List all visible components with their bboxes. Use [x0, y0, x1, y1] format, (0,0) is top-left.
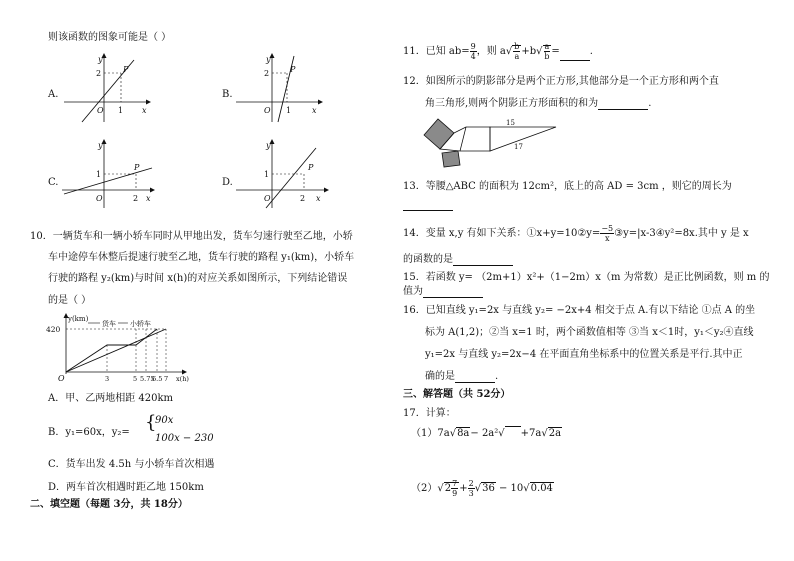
q15-line-2: [403, 285, 483, 298]
section-3-heading: 三、解答题（共 52分）: [403, 389, 511, 400]
q13-line-1: 13．等腰△ABC 的面积为 12cm²，底上的高 AD = 3cm ，则它的周长为: [403, 181, 732, 192]
q9-option-d[interactable]: D.: [222, 177, 233, 188]
q9-option-c[interactable]: C.: [48, 177, 59, 188]
q10-chart-tick-5: 5: [133, 375, 138, 383]
q17-1-radical-2: [505, 426, 521, 440]
q9a-p-label: P: [123, 65, 129, 74]
q9b-p-label: P: [290, 65, 296, 74]
q11-prefix: 11．已知 ab=: [403, 46, 470, 57]
q11: 11．已知 ab= $\frac{9}{4}$ ，则 a√ $\frac{b}{a}$ +b√ $\frac{a}{b}$ = .: [403, 42, 593, 61]
q11-mid-1: ，则 a: [476, 46, 506, 57]
q9a-origin: O: [97, 106, 104, 115]
q9-graph-b: [236, 52, 326, 124]
q11-answer-blank[interactable]: [560, 60, 590, 61]
q14-suffix: ③y=|x-3④y²=8x.其中 y 是 x: [614, 228, 749, 239]
q9a-x-label: x: [142, 106, 147, 115]
q16-line-3: y₁=2x 与直线 y₂=2x−4 在平面直角坐标系中的位置关系是平行.其中正: [425, 349, 743, 360]
q10-b-case-2: 100x − 230: [155, 433, 214, 444]
section-2-heading: 二、填空题（每题 3分，共 18分）: [30, 499, 188, 510]
q14-line-2-text: 的函数的是: [403, 254, 453, 265]
q14-fraction: $\frac{-5}{x}$: [601, 224, 614, 243]
q9a-tick-2: 2: [96, 69, 102, 78]
q10-chart-legend-car: 小轿车: [130, 320, 151, 328]
q9d-x-label: x: [316, 194, 321, 203]
q9c-y-label: y: [98, 141, 103, 150]
q10-line-4: 的是（ ）: [48, 295, 92, 306]
q10-line-1: 10．一辆货车和一辆小轿车同时从甲地出发，货车匀速行驶至乙地，小轿: [30, 231, 353, 242]
q14-answer-blank[interactable]: [453, 265, 513, 266]
q10-chart-tick-65: 6.5: [152, 375, 163, 383]
q9-graph-a: [64, 52, 154, 124]
q11-fraction: $\frac{9}{4}$: [470, 42, 476, 61]
q14: [403, 224, 749, 243]
q12-line-2: 角三角形,则两个阴影正方形面积的和为 .: [425, 98, 652, 109]
q10-chart-ylabel: y(km): [68, 315, 89, 323]
q16-answer-blank[interactable]: [455, 382, 495, 383]
q10-chart-tick-575: 5.75: [140, 375, 155, 383]
q13-answer-blank[interactable]: [403, 198, 453, 211]
q12-line-1: 12．如图所示的阴影部分是两个正方形,其他部分是一个正方形和两个直: [403, 76, 719, 87]
q10-b-case-1: 90x: [155, 415, 174, 426]
q9d-p-label: P: [308, 163, 314, 172]
q17-part-1: （1）7a√8a− 2a²√ +7a√2a: [411, 428, 562, 439]
q17-heading: 17．计算：: [403, 408, 456, 419]
q9b-y-label: y: [266, 55, 271, 64]
q12-answer-blank[interactable]: [598, 109, 648, 110]
q9-graph-c: [62, 138, 162, 210]
q9c-origin: O: [96, 194, 103, 203]
q17-2-radical-2: 36: [482, 483, 495, 494]
q9c-p-label: P: [134, 163, 140, 172]
q10-chart-legend-truck: 货车: [102, 320, 116, 328]
q9c-tick-2: 2: [133, 194, 139, 203]
q11-suffix: =: [551, 46, 560, 57]
q16-line-4: 确的是 .: [425, 371, 499, 382]
q10-chart: [44, 312, 194, 384]
q9-option-b[interactable]: B.: [222, 89, 233, 100]
q16-line-2: 标为 A(1,2)；②当 x=1 时，两个函数值相等 ③当 x＜1时，y₁＜y₂④直线: [425, 327, 754, 338]
q14-text: 14．变量 x,y 有如下关系：①x+y=10②y=: [403, 228, 601, 239]
q15-line-1: 15．若函数 y= （2m+1）x²+（1−2m）x（m 为常数）是正比例函数，则 m 的: [403, 272, 770, 283]
q14-line-2: [403, 253, 513, 266]
q9-stem: 则该函数的图象可能是（ ）: [48, 32, 172, 43]
q9b-x-label: x: [312, 106, 317, 115]
q9-option-a[interactable]: A.: [48, 89, 59, 100]
q9d-y-label: y: [266, 141, 271, 150]
q9d-tick-1: 1: [264, 170, 270, 179]
q10-option-a[interactable]: A．甲、乙两地相距 420km: [48, 393, 174, 404]
q10-chart-tick-7: 7: [164, 375, 169, 383]
q9d-tick-2: 2: [300, 194, 306, 203]
q12-figure: [420, 113, 560, 173]
q10-brace: {: [145, 412, 157, 433]
q12-label-15: 15: [506, 119, 515, 127]
q10-chart-tick-3: 3: [105, 375, 110, 383]
q9c-x-label: x: [146, 194, 151, 203]
q11-radical-1: $\frac{b}{a}$: [514, 42, 520, 61]
q9a-y-label: y: [98, 55, 103, 64]
q11-radical-2: $\frac{a}{b}$: [544, 42, 550, 61]
q10-line-2: 车中途停车休整后提速行驶至乙地，货车行驶的路程 y₁(km)，小轿车: [48, 252, 355, 263]
q10-option-c[interactable]: C．货车出发 4.5h 与小轿车首次相遇: [48, 459, 215, 470]
q10-option-b[interactable]: [48, 426, 130, 439]
q17-1-radical-1: 8a: [457, 428, 470, 439]
q15-line-2-text: 值为: [403, 286, 423, 297]
q17-2-radical-3: 0.04: [530, 483, 553, 494]
q10-line-3: 行驶的路程 y₂(km)与时间 x(h)的对应关系如图所示，下列结论错误: [48, 273, 348, 284]
q15-answer-blank[interactable]: [423, 297, 483, 298]
q16-line-1: 16．已知直线 y₁=2x 与直线 y₂= −2x+4 相交于点 A.有以下结论 ①点 A 的坐: [403, 305, 756, 316]
q11-mid-2: +b: [521, 46, 537, 57]
q17-1-radical-3: 2a: [548, 428, 562, 439]
q17-part-2: （2）√2 $\frac{7}{9}$ + $\frac{2}{3}$ √36 − 10√0.04: [411, 479, 553, 498]
q10-option-d[interactable]: D．两车首次相遇时距乙地 150km: [48, 482, 204, 493]
q9-graph-d: [236, 138, 336, 210]
q16-line-4-text: 确的是: [425, 371, 455, 382]
q10-chart-xlabel: x(h): [176, 375, 189, 383]
q9d-origin: O: [264, 194, 271, 203]
q10-option-b-prefix: B．y₁=60x，y₂=: [48, 427, 130, 438]
q10-chart-origin: O: [58, 374, 65, 383]
q17-2-radical-1: 2 $\frac{7}{9}$: [444, 479, 458, 498]
q12-line-2-text: 角三角形,则两个阴影正方形面积的和为: [425, 98, 599, 109]
q10-chart-y420: 420: [46, 325, 61, 334]
q9b-tick-1: 1: [286, 106, 292, 115]
q9b-tick-2: 2: [264, 69, 270, 78]
q17-2-coefficient: $\frac{2}{3}$: [468, 479, 474, 498]
q9c-tick-1: 1: [96, 170, 102, 179]
q12-label-17: 17: [514, 143, 523, 151]
q9a-tick-1: 1: [118, 106, 124, 115]
q9b-origin: O: [264, 106, 271, 115]
